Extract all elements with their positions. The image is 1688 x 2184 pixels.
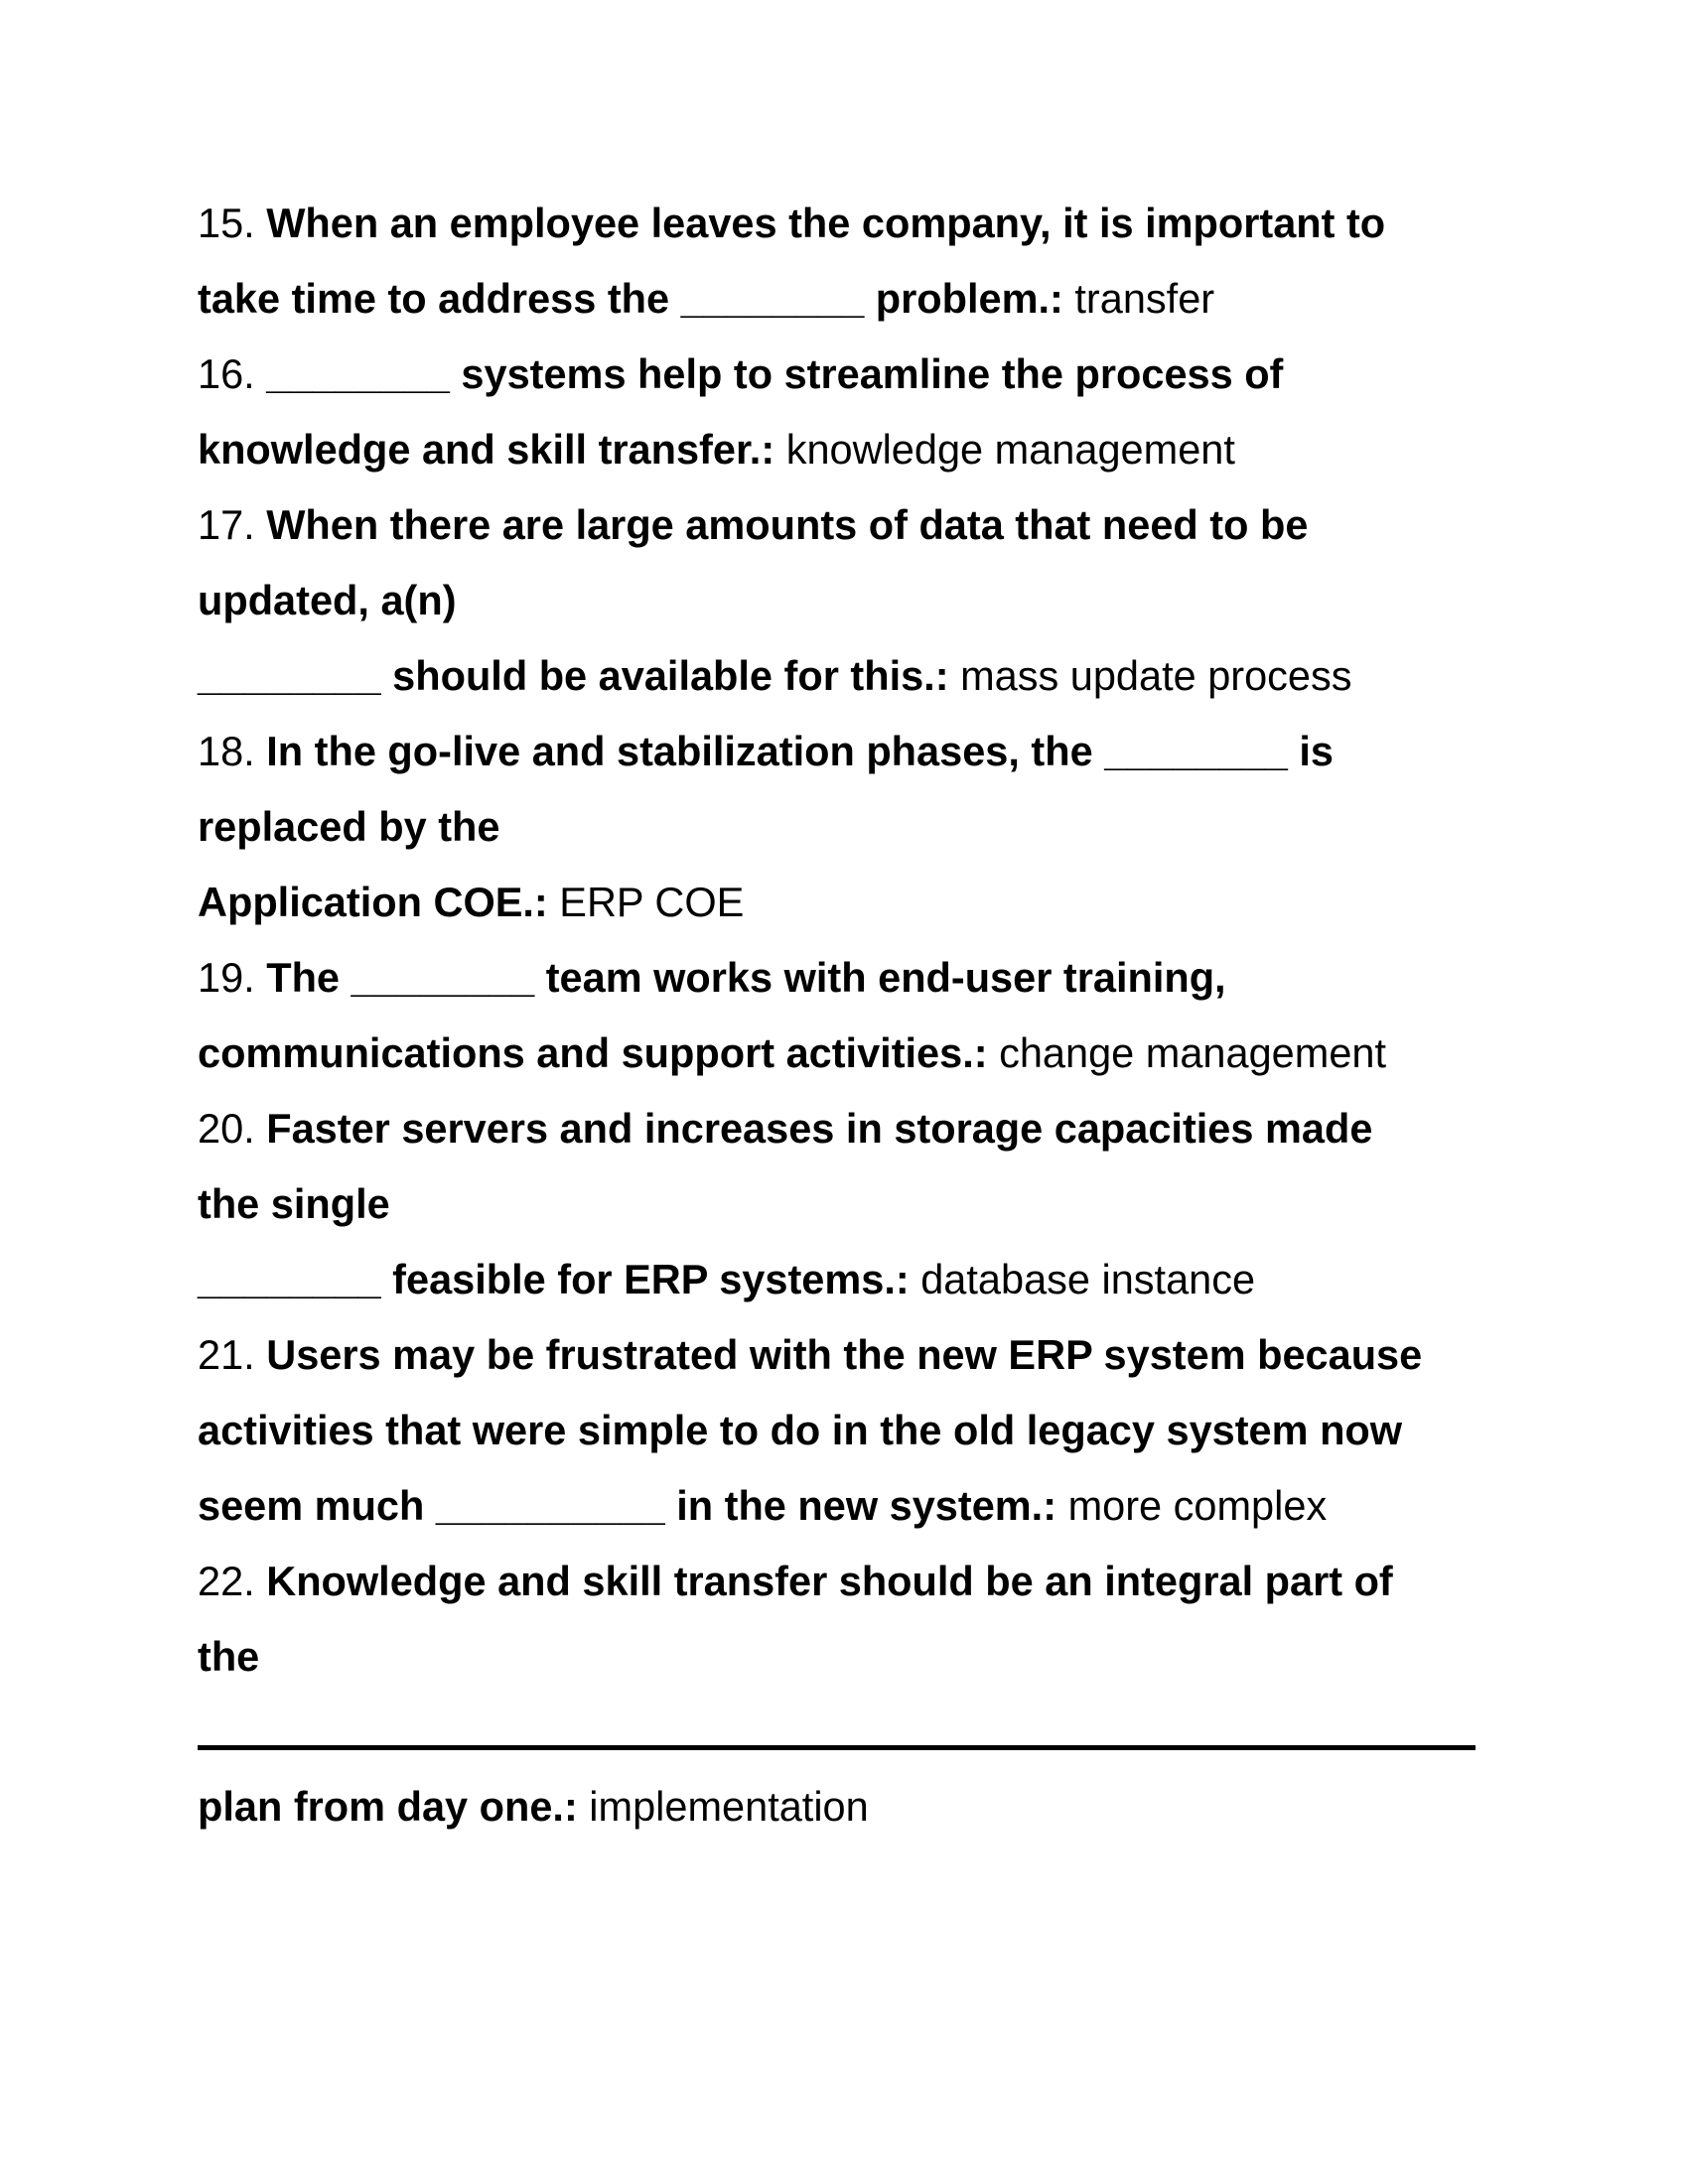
question-text: Knowledge and skill transfer should be an integral part of <box>266 1558 1393 1604</box>
question-number: 20. <box>198 1105 255 1152</box>
question-text: plan from day one.: <box>198 1783 578 1830</box>
question-line <box>198 865 1508 940</box>
question-line <box>198 1769 869 1844</box>
question-line <box>198 487 1508 563</box>
question-text: Application COE.: <box>198 879 548 925</box>
question-22-continuation <box>198 1769 869 1844</box>
long-answer-blank-line <box>198 1745 1476 1750</box>
answer-text: mass update process <box>960 652 1352 699</box>
question-number: 19. <box>198 954 255 1001</box>
answer-text: database instance <box>920 1256 1256 1302</box>
question-text: seem much __________ in the new system.: <box>198 1482 1057 1529</box>
question-text: communications and support activities.: <box>198 1029 988 1076</box>
question-text: ________ systems help to streamline the process of <box>266 350 1284 397</box>
question-line <box>198 1166 1508 1242</box>
question-number: 16. <box>198 350 255 397</box>
question-line <box>198 1016 1508 1091</box>
answer-text: ERP COE <box>559 879 745 925</box>
question-line <box>198 789 1508 865</box>
question-line <box>198 1317 1508 1393</box>
question-line <box>198 1619 1508 1695</box>
question-number: 21. <box>198 1331 255 1378</box>
question-list <box>198 186 1508 1695</box>
question-text: take time to address the ________ problem.: <box>198 275 1063 322</box>
question-text: ________ should be available for this.: <box>198 652 949 699</box>
question-text: updated, a(n) <box>198 577 457 623</box>
question-line <box>198 714 1508 789</box>
question-text: Faster servers and increases in storage capacities made <box>266 1105 1373 1152</box>
question-line <box>198 563 1508 638</box>
question-line <box>198 638 1508 714</box>
question-line <box>198 1393 1508 1468</box>
answer-text: implementation <box>589 1783 869 1830</box>
question-text: replaced by the <box>198 803 500 850</box>
question-text: the single <box>198 1180 390 1227</box>
question-line <box>198 337 1508 412</box>
question-line <box>198 940 1508 1016</box>
question-text: activities that were simple to do in the old legacy system now <box>198 1407 1403 1453</box>
question-number: 22. <box>198 1558 255 1604</box>
question-line <box>198 1242 1508 1317</box>
question-line <box>198 1468 1508 1544</box>
question-line <box>198 1091 1508 1166</box>
question-text: The ________ team works with end-user training, <box>266 954 1226 1001</box>
question-text: When there are large amounts of data that need to be <box>266 501 1309 548</box>
question-number: 18. <box>198 728 255 774</box>
question-line <box>198 412 1508 487</box>
question-text: In the go-live and stabilization phases, the ________ is <box>266 728 1334 774</box>
question-number: 17. <box>198 501 255 548</box>
question-text: Users may be frustrated with the new ERP system because <box>266 1331 1423 1378</box>
question-line <box>198 186 1508 261</box>
question-text: When an employee leaves the company, it is important to <box>266 200 1386 246</box>
question-number: 15. <box>198 200 255 246</box>
question-text: the <box>198 1633 260 1680</box>
question-line <box>198 261 1508 337</box>
question-text: ________ feasible for ERP systems.: <box>198 1256 910 1302</box>
question-text: knowledge and skill transfer.: <box>198 426 775 473</box>
answer-text: knowledge management <box>785 426 1235 473</box>
answer-text: transfer <box>1074 275 1215 322</box>
answer-text: change management <box>999 1029 1387 1076</box>
answer-text: more complex <box>1067 1482 1328 1529</box>
question-line <box>198 1544 1508 1619</box>
